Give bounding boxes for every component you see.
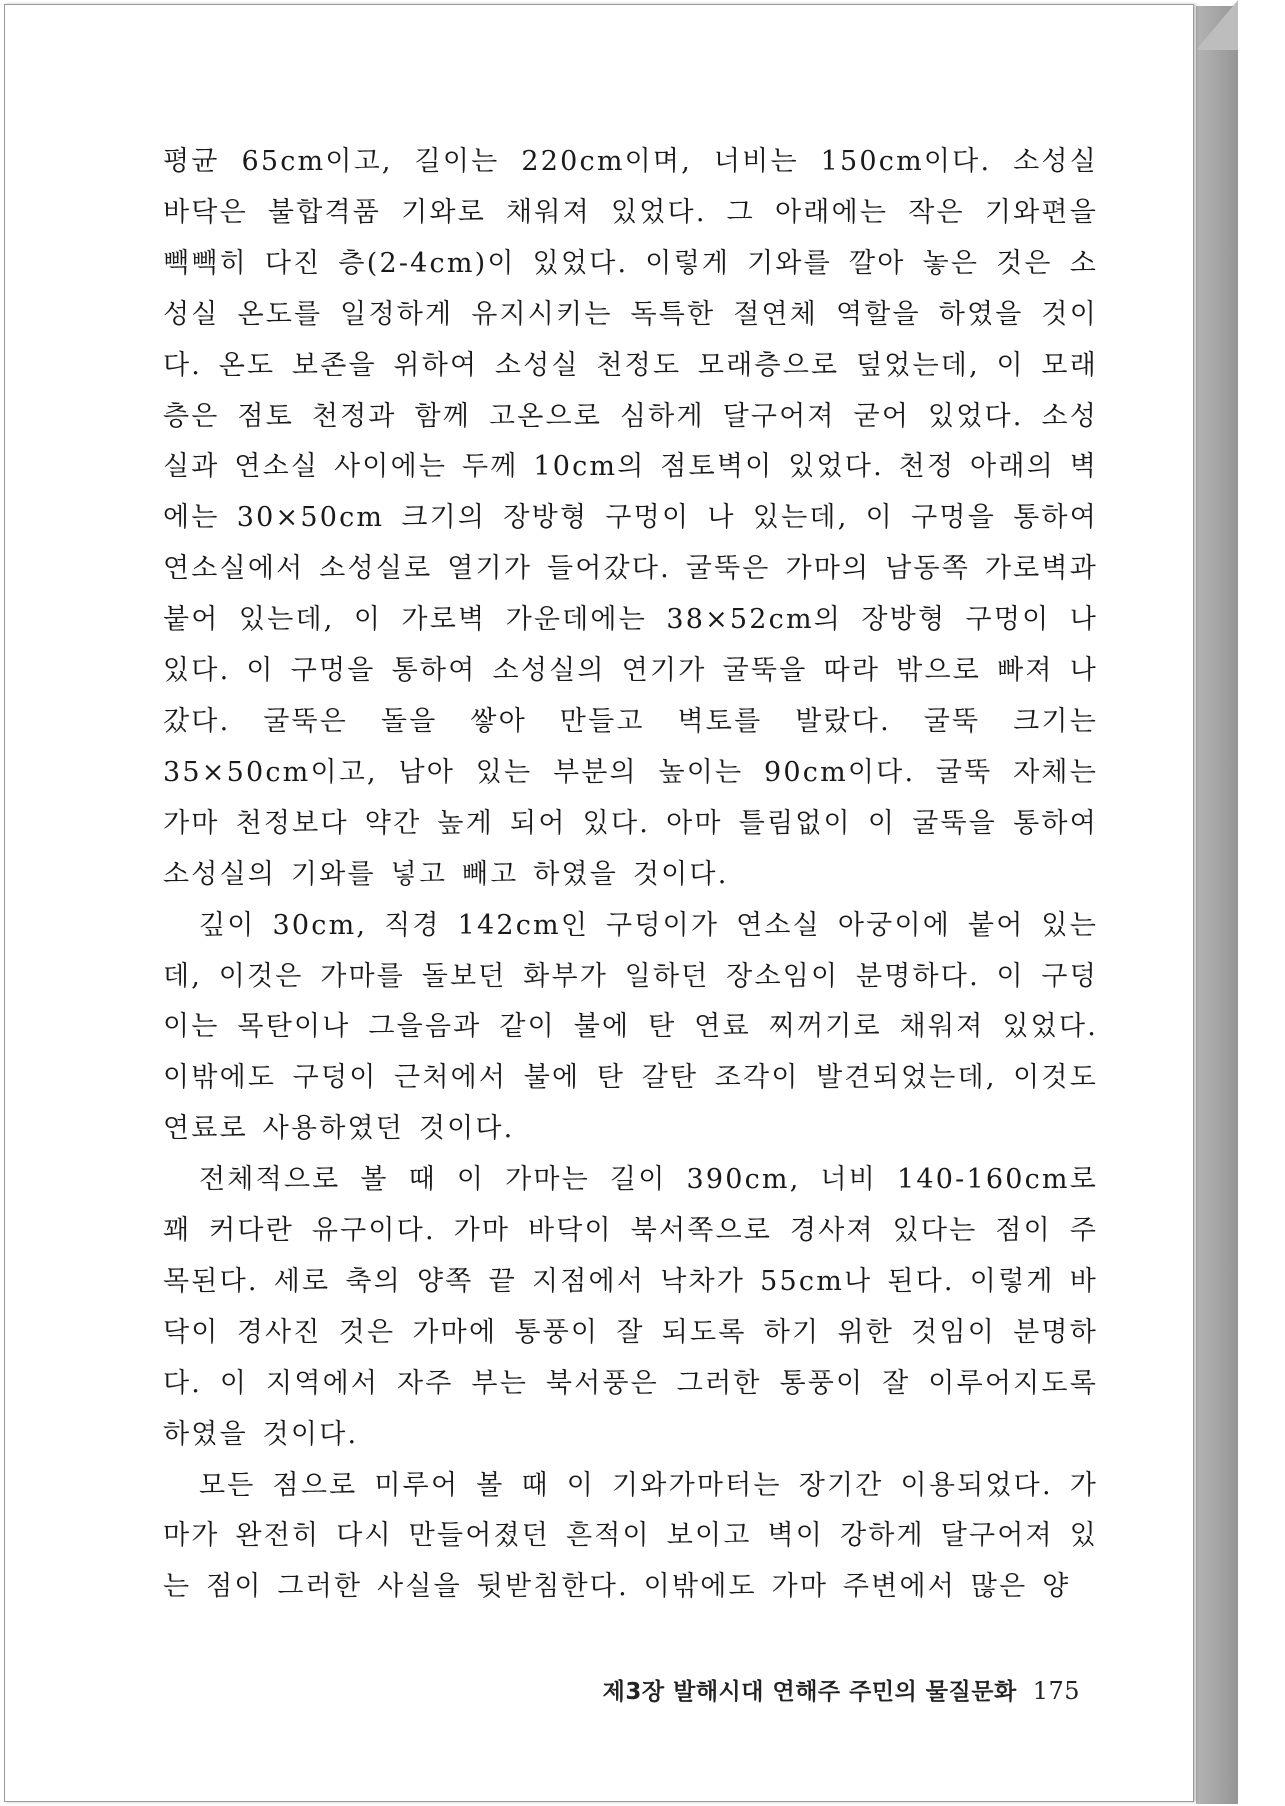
paragraph-4: 모든 점으로 미루어 볼 때 이 기와가마터는 장기간 이용되었다. 가마가 완전히 다시 만들어졌던 흔적이 보이고 벽이 강하게 달구어져 있는 점이 그러한 사실을 뒷받침한다. 이밖에도 가마 주변에서 많은 양 [163,1469,1098,1603]
book-edge [1196,6,1238,1804]
paragraph-2: 깊이 30cm, 직경 142cm인 구덩이가 연소실 아궁이에 붙어 있는데, 이것은 가마를 돌보던 화부가 일하던 장소임이 분명하다. 이 구덩이는 목탄이나 그을음과 같이 불에 탄 연료 찌꺼기로 채워져 있었다. 이밖에도 구덩이 근처에서 불에 탄 갈탄 조각이 발견되었는데, 이것도 연료로 사용하였던 것이다. [163,909,1098,1145]
body-text [163,137,1098,1613]
page-number: 175 [1032,1677,1080,1705]
page-footer [580,1673,1080,1706]
running-title: 제3장 발해시대 연해주 주민의 물질문화 [602,1679,1017,1705]
paragraph-1: 평균 65cm이고, 길이는 220cm이며, 너비는 150cm이다. 소성실 바닥은 불합격품 기와로 채워져 있었다. 그 아래에는 작은 기와편을 빽빽히 다진 층(2-4cm)이 있었다. 이렇게 기와를 깔아 놓은 것은 소성실 온도를 일정하게 유지시키는 독특한 절연체 역할을 하였을 것이다. 온도 보존을 위하여 소성실 천정도 모래층으로 덮었는데, 이 모래층은 점토 천정과 함께 고온으로 심하게 달구어져 굳어 있었다. 소성실과 연소실 사이에는 두께 10cm의 점토벽이 있었다. 천정 아래의 벽에는 30×50cm 크기의 장방형 구멍이 나 있는데, 이 구멍을 통하여 연소실에서 소성실로 열기가 들어갔다. 굴뚝은 가마의 남동쪽 가로벽과 붙어 있는데, 이 가로벽 가운데에는 38×52cm의 장방형 구멍이 나 있다. 이 구멍을 통하여 소성실의 연기가 굴뚝을 따라 밖으로 빠져 나갔다. 굴뚝은 돌을 쌓아 만들고 벽토를 발랐다. 굴뚝 크기는 35×50cm이고, 남아 있는 부분의 높이는 90cm이다. 굴뚝 자체는 가마 천정보다 약간 높게 되어 있다. 아마 틀림없이 이 굴뚝을 통하여 소성실의 기와를 넣고 빼고 하였을 것이다. [163,146,1098,890]
book-page [4,4,1194,1802]
paragraph-3: 전체적으로 볼 때 이 가마는 길이 390cm, 너비 140-160cm로 꽤 커다란 유구이다. 가마 바닥이 북서쪽으로 경사져 있다는 점이 주목된다. 세로 축의 양쪽 끝 지점에서 낙차가 55cm나 된다. 이렇게 바닥이 경사진 것은 가마에 통풍이 잘 되도록 하기 위한 것임이 분명하다. 이 지역에서 자주 부는 북서풍은 그러한 통풍이 잘 이루어지도록 하였을 것이다. [163,1164,1098,1450]
book-edge-top [1196,0,1238,50]
